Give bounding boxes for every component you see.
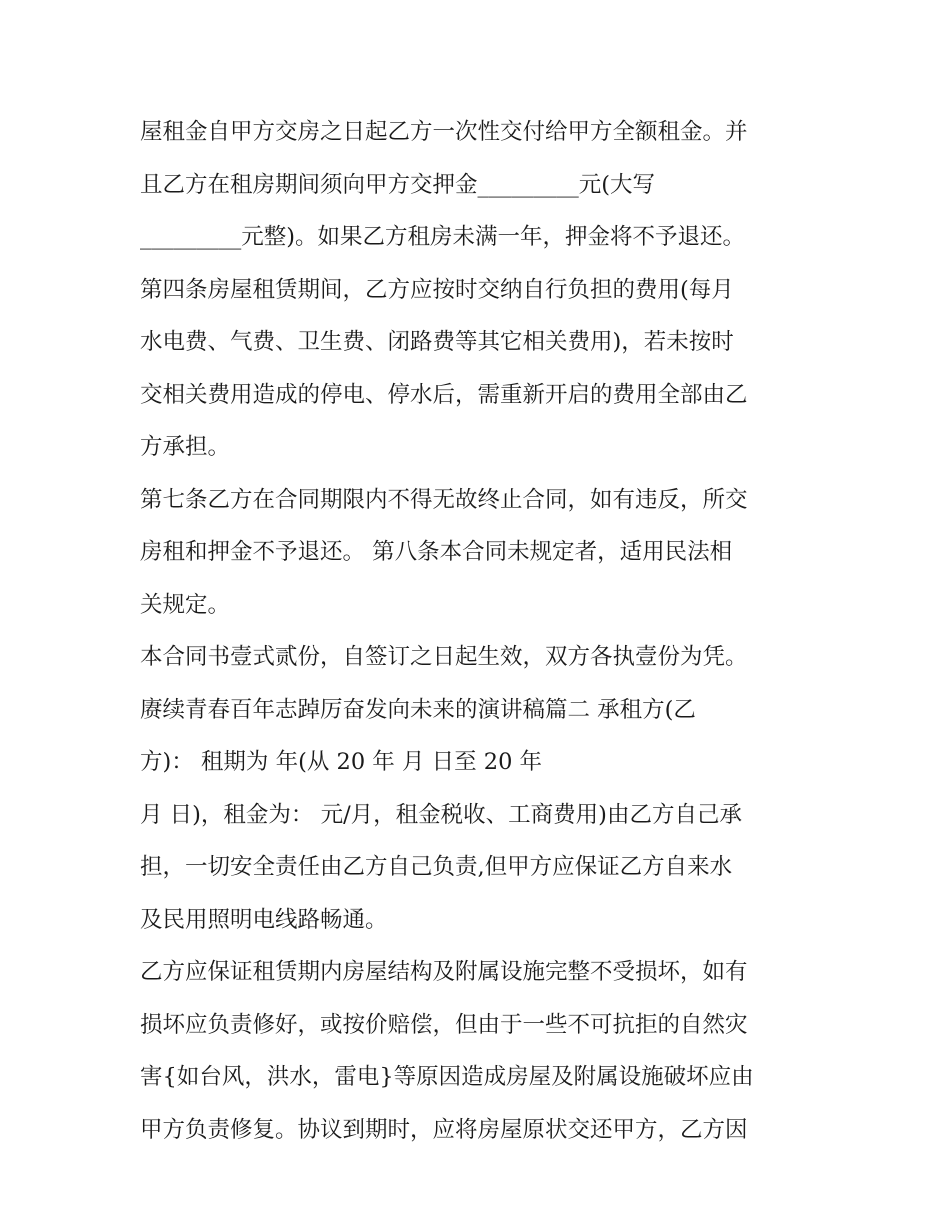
text-line: 方)： 租期为 年(从 20 年 月 日至 20 年 [140, 749, 543, 775]
text-line: 甲方负责修复。协议到期时，应将房屋原状交还甲方，乙方因 [140, 1116, 748, 1143]
text-line: 且乙方在租房期间须向甲方交押金_________元(大写 [140, 171, 656, 198]
text-line: 赓续青春百年志踔厉奋发向未来的演讲稿篇二 承租方(乙 [140, 696, 696, 723]
text-line: 损坏应负责修好，或按价赔偿，但由于一些不可抗拒的自然灾 [140, 1011, 748, 1038]
text-line: 担，一切安全责任由乙方自己负责,但甲方应保证乙方自来水 [140, 854, 733, 880]
text-line: 月 日)，租金为： 元/月，租金税收、工商费用)由乙方自己承 [140, 801, 742, 828]
text-line: 交相关费用造成的停电、停水后，需重新开启的费用全部由乙 [140, 381, 748, 408]
text-line: 方承担。 [140, 434, 231, 460]
text-line: 关规定。 [140, 591, 231, 618]
text-line: 房租和押金不予退还。 第八条本合同未规定者，适用民法相 [140, 539, 733, 565]
text-line: _________元整)。如果乙方租房未满一年，押金将不予退还。 [140, 224, 746, 250]
text-line: 乙方应保证租赁期内房屋结构及附属设施完整不受损坏，如有 [140, 959, 748, 985]
text-line: 害{如台风，洪水，雷电}等原因造成房屋及附属设施破坏应由 [140, 1064, 754, 1090]
text-line: 屋租金自甲方交房之日起乙方一次性交付给甲方全额租金。并 [140, 119, 748, 145]
text-line: 第四条房屋租赁期间，乙方应按时交纳自行负担的费用(每月 [140, 276, 734, 303]
text-line: 及民用照明电线路畅通。 [140, 906, 388, 933]
document-body [140, 106, 840, 1156]
text-line: 水电费、气费、卫生费、闭路费等其它相关费用)，若未按时 [140, 329, 734, 355]
text-line: 本合同书壹式贰份，自签订之日起生效，双方各执壹份为凭。 [140, 644, 748, 670]
text-line: 第七条乙方在合同期限内不得无故终止合同，如有违反，所交 [140, 486, 748, 513]
